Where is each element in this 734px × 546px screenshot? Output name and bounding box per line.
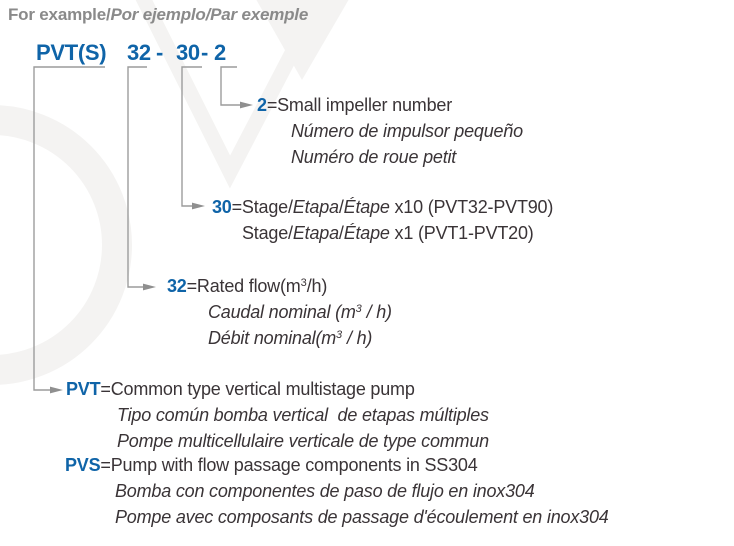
legend-flow-es-line <box>208 299 392 325</box>
legend-pvs <box>65 452 609 530</box>
legend-flow <box>167 273 392 351</box>
legend-stage-line1-post: x10 (PVT32-PVT90) <box>389 197 554 217</box>
legend-impeller-fr-line: Numéro de roue petit <box>291 147 457 167</box>
legend-pvt-en-line <box>66 376 489 402</box>
legend-stage-line2-post: x1 (PVT1-PVT20) <box>389 223 534 243</box>
arrow-right-icon <box>192 203 205 210</box>
model-separator: - <box>201 40 209 65</box>
legend-flow-fr-post: / h) <box>342 328 373 348</box>
legend-impeller-en-line <box>257 92 523 118</box>
legend-stage-line2-es: Etapa <box>292 223 339 243</box>
legend-stage-line2-pre: Stage/ <box>242 223 293 243</box>
cubed-superscript: 3 <box>336 329 343 341</box>
arrow-right-icon <box>143 284 156 291</box>
legend-flow-en-line <box>167 273 392 299</box>
legend-pvs-fr-line: Pompe avec composants de passage d'écoulement en inox304 <box>115 507 609 527</box>
legend-flow-en-post: /h) <box>306 276 328 296</box>
legend-impeller-es-line: Número de impulsor pequeño <box>291 121 523 141</box>
legend-stage-line1-pre: =Stage/ <box>231 197 293 217</box>
legend-flow-en-pre: =Rated flow(m <box>186 276 301 296</box>
legend-pvs-code: PVS <box>65 455 101 475</box>
connector-pvt-line <box>34 67 105 390</box>
legend-pvt-es-line: Tipo común bomba vertical de etapas múltiples <box>117 405 489 425</box>
example-label-intl: Por ejemplo/Par exemple <box>110 5 309 24</box>
model-stage: 30 <box>176 40 200 65</box>
legend-impeller-en: =Small impeller number <box>266 95 452 115</box>
connector-impeller-line <box>221 67 240 105</box>
legend-stage-line1-slash: / <box>338 197 344 217</box>
legend-stage-line2 <box>242 220 553 246</box>
legend-flow-code: 32 <box>167 276 187 296</box>
legend-stage-line2-fr: Étape <box>343 223 390 243</box>
legend-impeller-code: 2 <box>257 95 267 115</box>
legend-flow-es-pre: Caudal nominal (m <box>208 302 356 322</box>
legend-pvs-en-line <box>65 452 609 478</box>
legend-stage-line1-es: Etapa <box>292 197 339 217</box>
legend-stage-line2-slash: / <box>338 223 344 243</box>
model-impeller: 2 <box>214 40 226 65</box>
connector-stage-line <box>182 67 202 206</box>
model-separator: - <box>156 40 164 65</box>
legend-flow-fr-line <box>208 325 392 351</box>
legend-pvt-code: PVT <box>66 379 101 399</box>
legend-pvt-en: =Common type vertical multistage pump <box>100 379 415 399</box>
legend-stage-line1 <box>212 194 553 220</box>
arrow-right-icon <box>240 102 253 109</box>
legend-pvs-en: =Pump with flow passage components in SS304 <box>100 455 478 475</box>
example-label-en: For example/ <box>8 5 111 24</box>
arrow-right-icon <box>50 387 63 394</box>
legend-pvt-fr-line: Pompe multicellulaire verticale de type commun <box>117 431 489 451</box>
legend-pvt <box>66 376 489 454</box>
legend-stage-code: 30 <box>212 197 232 217</box>
legend-impeller <box>257 92 523 170</box>
cubed-superscript: 3 <box>355 303 362 315</box>
connector-flow-line <box>128 67 147 287</box>
legend-stage-line1-fr: Étape <box>343 197 390 217</box>
legend-stage <box>212 194 553 246</box>
legend-flow-es-post: / h) <box>361 302 392 322</box>
legend-pvs-es-line: Bomba con componentes de paso de flujo en inox304 <box>115 481 535 501</box>
legend-flow-fr-pre: Débit nominal(m <box>208 328 337 348</box>
model-series: PVT(S) <box>36 40 107 65</box>
model-flow: 32 <box>127 40 151 65</box>
cubed-superscript: 3 <box>300 277 307 289</box>
